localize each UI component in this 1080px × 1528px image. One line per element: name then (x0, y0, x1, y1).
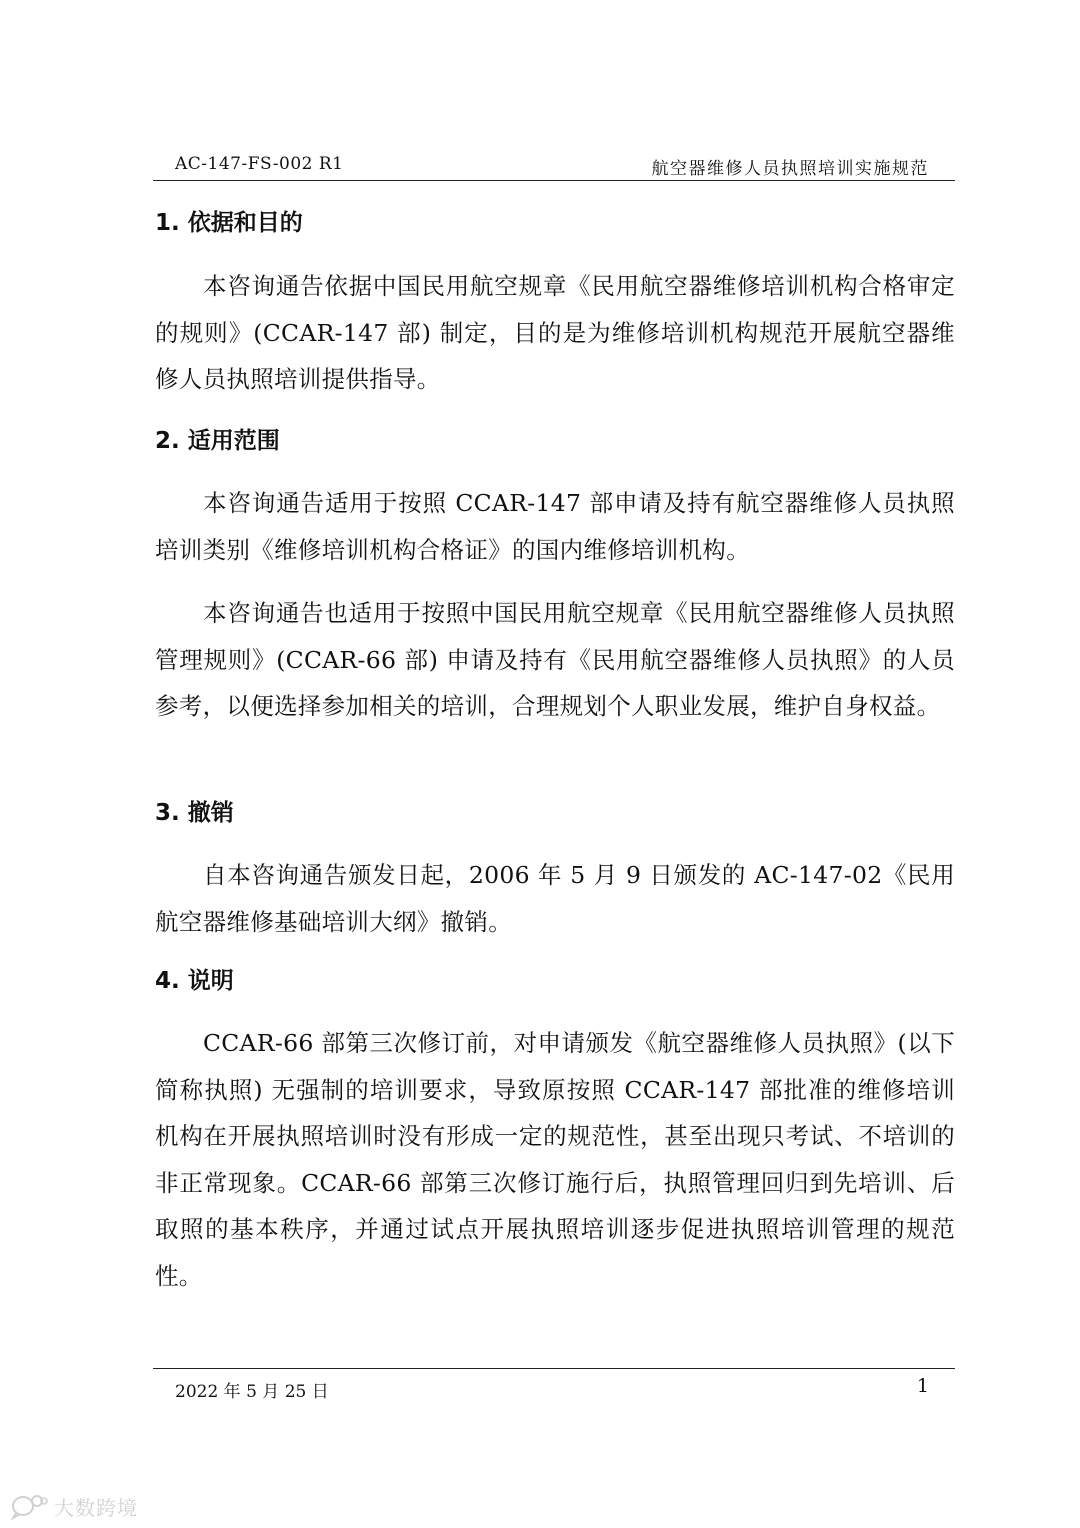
section-heading-2: 2. 适用范围 (155, 428, 280, 454)
document-title: 航空器维修人员执照培训实施规范 (651, 159, 929, 179)
section-2-paragraph-2: 本咨询通告也适用于按照中国民用航空规章《民用航空器维修人员执照管理规则》(CCAR-66 部) 申请及持有《民用航空器维修人员执照》的人员参考，以便选择参加相关的培训，合理规划个人职业发展，维护自身权益。 (155, 599, 955, 720)
issue-date: 2022 年 5 月 25 日 (175, 1382, 329, 1402)
section-heading-1: 1. 依据和目的 (155, 210, 303, 236)
section-1-paragraph-1: 本咨询通告依据中国民用航空规章《民用航空器维修培训机构合格审定的规则》(CCAR-147 部) 制定，目的是为维修培训机构规范开展航空器维修人员执照培训提供指导。 (155, 272, 955, 393)
section-2-paragraph-1: 本咨询通告适用于按照 CCAR-147 部申请及持有航空器维修人员执照培训类别《维修培训机构合格证》的国内维修培训机构。 (155, 489, 955, 564)
document-number: AC-147-FS-002 R1 (175, 154, 344, 174)
section-heading-3: 3. 撤销 (155, 800, 234, 826)
section-3-paragraph-1: 自本咨询通告颁发日起，2006 年 5 月 9 日颁发的 AC-147-02《民用航空器维修基础培训大纲》撤销。 (155, 861, 955, 936)
page-header (153, 150, 955, 181)
watermark-text: 大数跨境 (54, 1495, 138, 1520)
section-heading-4: 4. 说明 (155, 968, 234, 994)
bubble-logo-icon (10, 1492, 50, 1520)
watermark (10, 1490, 138, 1522)
page-number: 1 (916, 1375, 929, 1397)
page-footer (153, 1368, 955, 1409)
section-4-paragraph-1: CCAR-66 部第三次修订前，对申请颁发《航空器维修人员执照》(以下简称执照) 无强制的培训要求，导致原按照 CCAR-147 部批准的维修培训机构在开展执照培训时没有形成一定的规范性，甚至出现只考试、不培训的非正常现象。CCAR-66 部第三次修订施行后，执照管理回归到先培训、后取照的基本秩序，并通过试点开展执照培训逐步促进执照培训管理的规范性。 (155, 1029, 955, 1290)
